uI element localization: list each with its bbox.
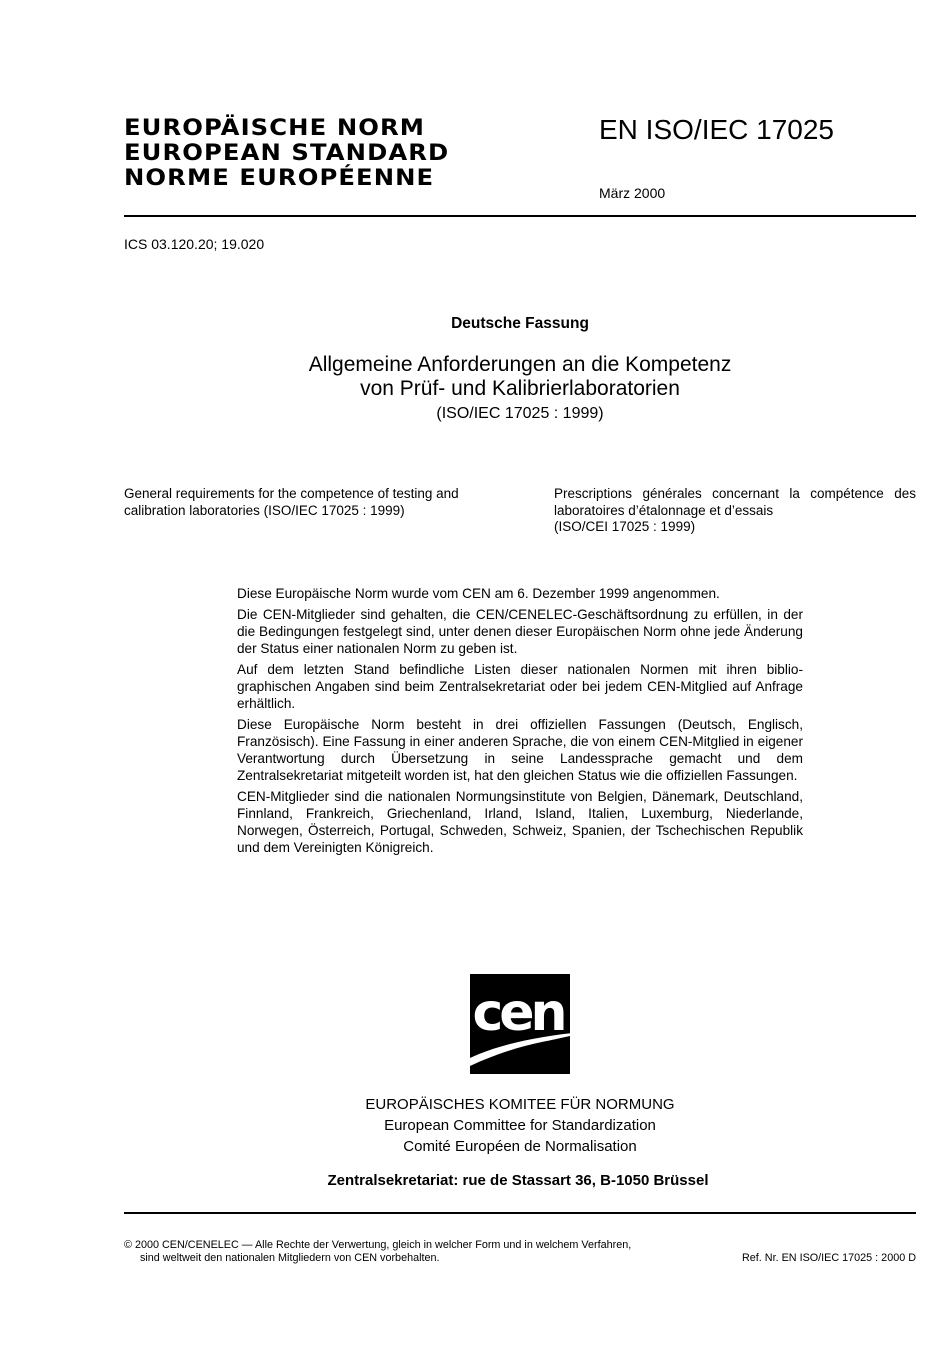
norm-title-block [124, 116, 556, 191]
body-paragraph-4: Diese Europäische Norm besteht in drei offiziellen Fassungen (Deutsch, Englisch, Französisch). Eine Fassung in einer anderen Sprache, die von einem CEN-Mitglied in eigener Verantwortung durch Übersetzung in seine Landessprache gemacht und dem Zentralsekretariat mitgeteilt worden ist, hat den gleichen Status wie die offiziellen Fassungen. [237, 717, 803, 783]
main-title-line1: Allgemeine Anforderungen an die Kompetenz [308, 353, 732, 376]
committee-names [0, 1094, 950, 1157]
title-french: NORME EUROPÉENNE [124, 165, 435, 191]
adoption-notice [237, 585, 803, 860]
main-title-reference: (ISO/IEC 17025 : 1999) [436, 405, 604, 422]
english-title: General requirements for the competence of testing and calibration laboratories (ISO/IEC 17025 : 1999) [124, 486, 459, 518]
main-title-line2: von Prüf- und Kalibrierlaboratorien [360, 377, 680, 400]
french-title [554, 486, 916, 536]
copyright-line-1: © 2000 CEN/CENELEC — Alle Rechte der Verwertung, gleich in welcher Form und in welchem Verfahren, [124, 1239, 632, 1251]
publication-date: März 2000 [599, 185, 666, 201]
ics-code: ICS 03.120.20; 19.020 [124, 236, 265, 252]
secretariat-address: Zentralsekretariat: rue de Stassart 36, B-1050 Brüssel [327, 1172, 709, 1189]
main-title [0, 353, 950, 401]
header-divider [124, 215, 916, 217]
standard-number: EN ISO/IEC 17025 [599, 114, 835, 145]
committee-french: Comité Européen de Normalisation [403, 1138, 637, 1155]
cen-logo-icon [470, 974, 582, 1076]
french-title-reference: (ISO/CEI 17025 : 1999) [554, 519, 696, 534]
body-paragraph-3: Auf dem letzten Stand befindliche Listen dieser nationalen Normen mit ihren bibliographischen Angaben sind beim Zentralsekretariat oder bei jedem CEN-Mitglied auf Anfrage erhältlich. [237, 662, 803, 711]
body-paragraph-1: Diese Europäische Norm wurde vom CEN am 6. Dezember 1999 angenommen. [237, 586, 720, 601]
body-paragraph-2: Die CEN-Mitglieder sind gehalten, die CEN/CENELEC-Geschäftsordnung zu erfüllen, in der die Bedingungen festgelegt sind, unter denen dieser Europäischen Norm ohne jede Änderung der Status einer nationalen Norm zu geben ist. [237, 607, 803, 656]
version-label: Deutsche Fassung [451, 315, 589, 332]
reference-number: Ref. Nr. EN ISO/IEC 17025 : 2000 D [741, 1252, 916, 1264]
cen-logo-text: cen [472, 983, 564, 1043]
copyright-notice [124, 1239, 684, 1265]
committee-german: EUROPÄISCHES KOMITEE FÜR NORMUNG [365, 1096, 675, 1113]
body-paragraph-5: CEN-Mitglieder sind die nationalen Normungsinstitute von Belgien, Dänemark, Deutschland, Finnland, Frankreich, Griechenland, Irland, Island, Italien, Luxemburg, Niederlande, Norwegen, Österreich, Portugal, Schweden, Schweiz, Spanien, der Tschechischen Republik und dem Vereinigten Königreich. [237, 789, 803, 855]
title-german: EUROPÄISCHE NORM [124, 115, 426, 141]
title-english: EUROPEAN STANDARD [124, 140, 450, 166]
french-title-text: Prescriptions générales concernant la compétence des laboratoires d’étalonnage et d’essais [554, 486, 916, 518]
copyright-line-2: sind weltweit den nationalen Mitgliedern von CEN vorbehalten. [140, 1252, 440, 1264]
footer-divider [124, 1212, 916, 1214]
committee-english: European Committee for Standardization [384, 1117, 656, 1134]
